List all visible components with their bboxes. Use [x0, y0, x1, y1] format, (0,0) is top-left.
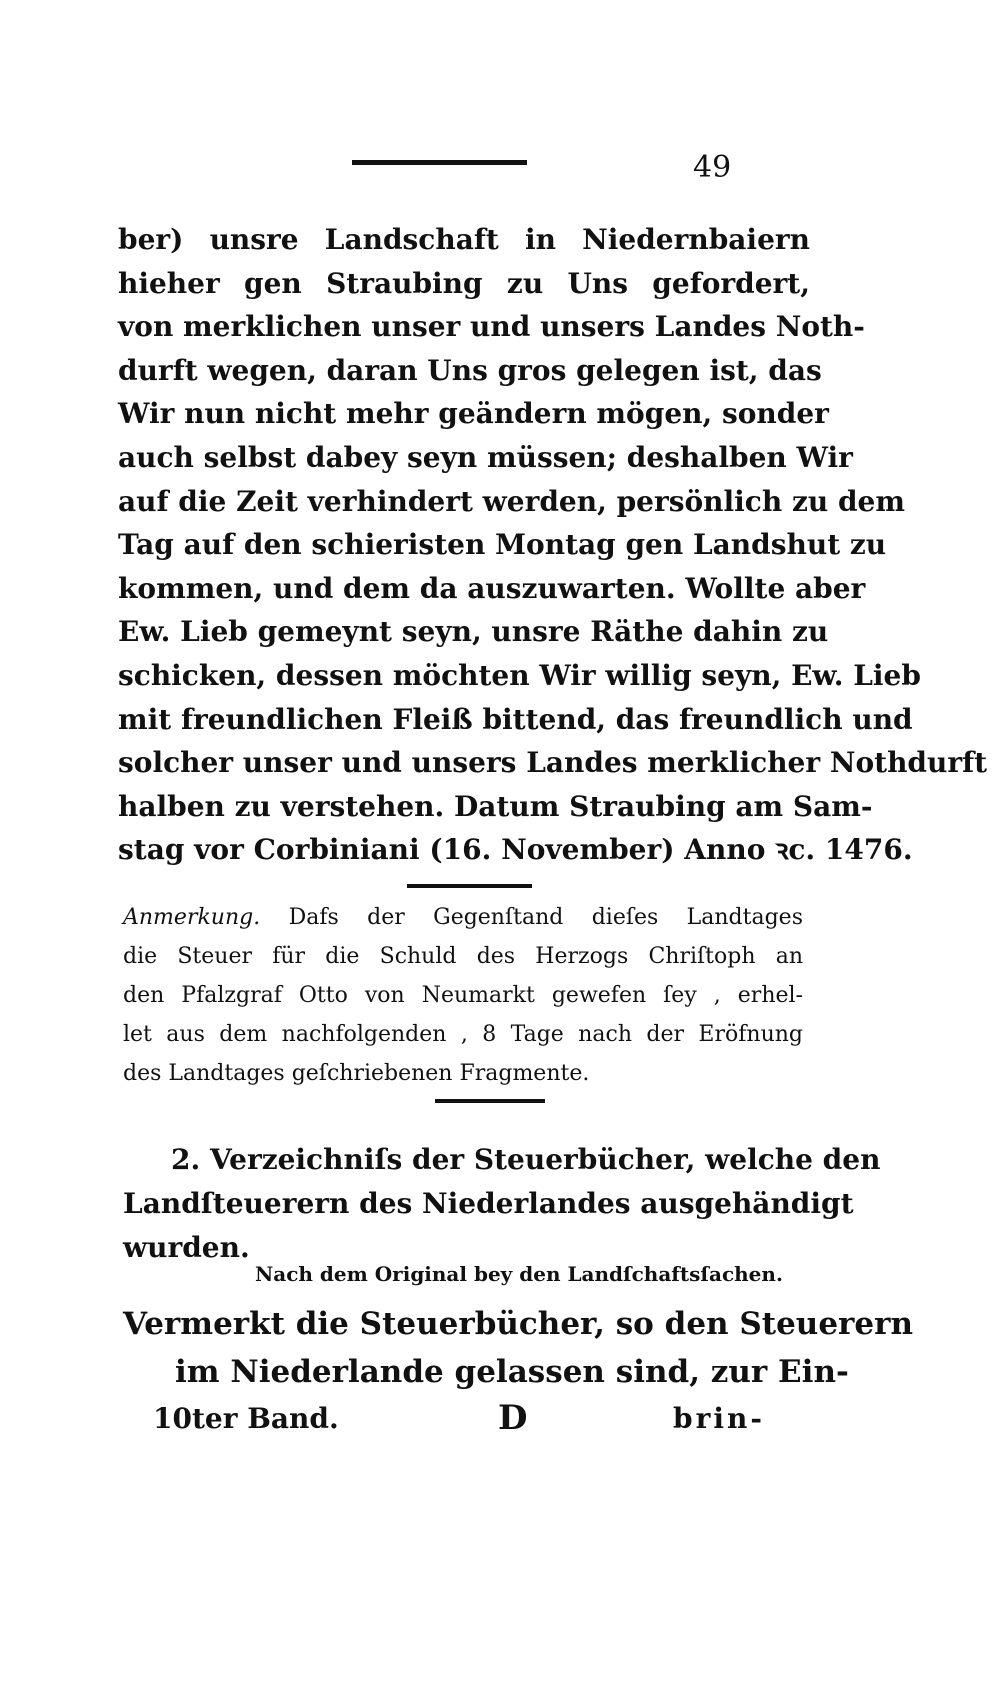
- note-line: [123, 898, 803, 937]
- document-line: im Niederlande gelassen sind, zur Ein-: [175, 1354, 849, 1390]
- letter-body: [118, 218, 988, 872]
- text-line: Wir nun nicht mehr geändern mögen, sonder: [118, 397, 829, 431]
- note-label: Anmerkung.: [123, 905, 261, 930]
- text-line: solcher unser und unsers Landes merklicher Nothdurft: [118, 746, 988, 780]
- section-divider: [407, 884, 532, 888]
- note-line: den Pfalzgraf Otto von Neumarkt gewefen ſey , erhel-: [123, 983, 803, 1008]
- document-line: Vermerkt die Steuerbücher, so den Steuerern: [123, 1306, 913, 1342]
- text-line: von merklichen unser und unsers Landes Noth-: [118, 310, 865, 344]
- text-line: auch selbst dabey seyn müssen; deshalben Wir: [118, 440, 853, 474]
- text-line: Tag auf den schieristen Montag gen Landshut zu: [118, 528, 887, 562]
- text-line: halben zu verstehen. Datum Straubing am Sam-: [118, 789, 873, 823]
- annotation-note: [123, 898, 803, 1093]
- header-rule: [352, 160, 527, 165]
- document-text: [123, 1300, 913, 1396]
- text-line: mit freundlichen Fleiß bittend, das freundlich und: [118, 702, 913, 736]
- text-line: hieher gen Straubing zu Uns gefordert,: [118, 266, 810, 300]
- heading-line: Landſteuerern des Niederlandes ausgehändigt: [123, 1187, 854, 1220]
- text-line: durft wegen, daran Uns gros gelegen ist, das: [118, 353, 822, 387]
- section-heading: [123, 1138, 881, 1270]
- page-number: 49: [693, 150, 732, 185]
- note-line: die Steuer für die Schuld des Herzogs Chriſtoph an: [123, 944, 803, 969]
- catchword: brin-: [673, 1402, 765, 1435]
- text-line: Ew. Lieb gemeynt seyn, unsre Räthe dahin zu: [118, 615, 829, 649]
- section-divider: [435, 1099, 545, 1103]
- text-line: schicken, dessen möchten Wir willig seyn, Ew. Lieb: [118, 658, 921, 692]
- note-line: des Landtages geſchriebenen Fragmente.: [123, 1061, 590, 1086]
- heading-line: wurden.: [123, 1231, 250, 1264]
- text-line: stag vor Corbiniani (16. November) Anno ꝛc. 1476.: [118, 833, 913, 867]
- volume-signature: 10ter Band.: [153, 1402, 339, 1435]
- text-line: ber) unsre Landschaft in Niedernbaiern: [118, 223, 810, 256]
- text-line: auf die Zeit verhindert werden, persönlich zu dem: [118, 484, 905, 518]
- note-line-text: Dafs der Gegenſtand dieſes Landtages: [260, 905, 803, 930]
- signature-mark: D: [498, 1398, 528, 1438]
- text-line: kommen, und dem da auszuwarten. Wollte aber: [118, 571, 866, 605]
- note-line: let aus dem nachfolgenden , 8 Tage nach der Eröfnung: [123, 1022, 803, 1047]
- source-note: Nach dem Original bey den Landſchaftsſachen.: [255, 1262, 783, 1286]
- heading-line: 2. Verzeichniſs der Steuerbücher, welche den: [171, 1143, 881, 1176]
